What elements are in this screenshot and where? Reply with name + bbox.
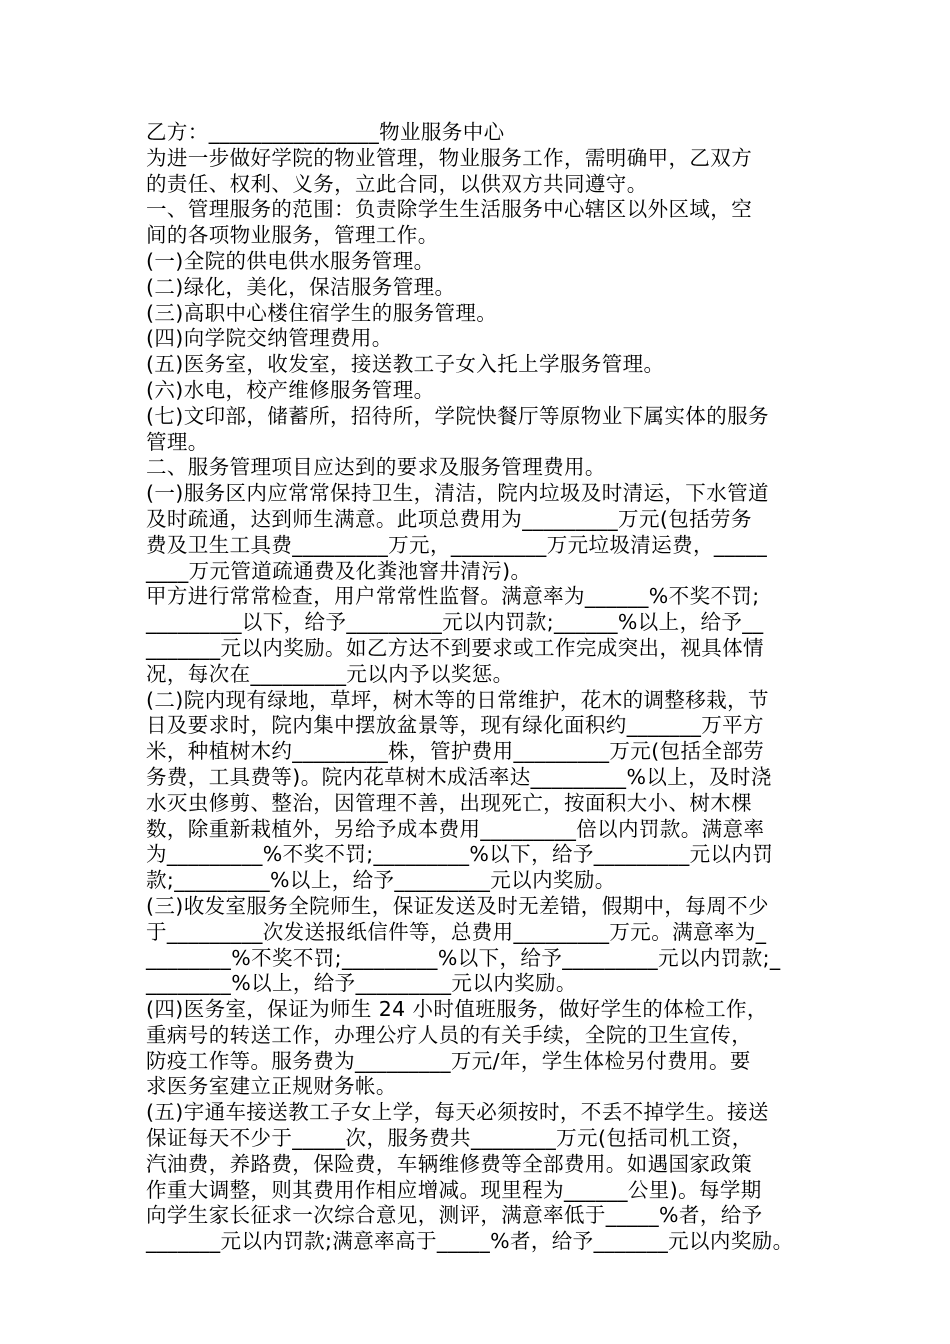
text-line: ________%不奖不罚;_________%以下，给予_________元以内罚款;_ [146, 945, 781, 970]
text-line: 保证每天不少于_____次，服务费共________万元(包括司机工资， [146, 1126, 753, 1151]
text-line: (三)高职中心楼住宿学生的服务管理。 [146, 300, 498, 325]
text-line: 费及卫生工具费_________万元，_________万元垃圾清运费，_____ [146, 532, 768, 557]
text-line: 二、服务管理项目应达到的要求及服务管理费用。 [146, 455, 606, 480]
text-line: 为进一步做好学院的物业管理，物业服务工作，需明确甲，乙双方 [146, 145, 753, 170]
text-line: (二)院内现有绿地，草坪，树木等的日常维护，花木的调整移栽，节 [146, 687, 769, 712]
text-line: 的责任、权利、义务，立此合同，以供双方共同遵守。 [146, 171, 648, 196]
text-line: 款;_________%以上，给予_________元以内奖励。 [146, 868, 616, 893]
text-line: 汽油费，养路费，保险费，车辆维修费等全部费用。如遇国家政策 [146, 1151, 753, 1176]
text-line: 防疫工作等。服务费为_________万元/年，学生体检另付费用。要 [146, 1048, 751, 1073]
document-page [146, 120, 836, 1255]
text-line: _______元以内罚款;满意率高于_____%者，给予_______元以内奖励。 [146, 1229, 794, 1254]
text-line: (六)水电，校产维修服务管理。 [146, 377, 435, 402]
text-line: (四)向学院交纳管理费用。 [146, 326, 393, 351]
text-line: 重病号的转送工作，办理公疗人员的有关手续，全院的卫生宣传， [146, 1022, 753, 1047]
text-line: _________以下，给予_________元以内罚款;______%以上，给予__ [146, 610, 764, 635]
text-line: 乙方：________________物业服务中心 [146, 120, 505, 144]
text-line: (一)服务区内应常常保持卫生，清洁，院内垃圾及时清运，下水管道 [146, 481, 769, 506]
text-line: 于_________次发送报纸信件等，总费用_________万元。满意率为_ [146, 919, 767, 944]
text-line: 数，除重新栽植外，另给予成本费用_________倍以内罚款。满意率 [146, 816, 765, 841]
text-line: (四)医务室，保证为师生 24 小时值班服务，做好学生的体检工作， [146, 997, 768, 1022]
text-line: (七)文印部，储蓄所，招待所，学院快餐厅等原物业下属实体的服务 [146, 403, 769, 428]
text-line: 甲方进行常常检查，用户常常性监督。满意率为______%不奖不罚; [146, 584, 760, 609]
text-line: (五)医务室，收发室，接送教工子女入托上学服务管理。 [146, 352, 665, 377]
text-line: 管理。 [146, 429, 209, 454]
text-line: 为_________%不奖不罚;_________%以下，给予_________元以内罚 [146, 842, 774, 867]
text-line: 一、管理服务的范围：负责除学生生活服务中心辖区以外区域，空 [146, 197, 753, 222]
text-line: 及时疏通，达到师生满意。此项总费用为_________万元(包括劳务 [146, 506, 752, 531]
text-line: 求医务室建立正规财务帐。 [146, 1074, 397, 1099]
text-line: 务费，工具费等)。院内花草树木成活率达_________%以上，及时浇 [146, 764, 772, 789]
text-line: ________%以上，给予_________元以内奖励。 [146, 971, 577, 996]
text-line: ____万元管道疏通费及化粪池窨井清污)。 [146, 558, 532, 583]
text-line: 况，每次在_________元以内予以奖惩。 [146, 661, 514, 686]
text-line: (三)收发室服务全院师生，保证发送及时无差错，假期中，每周不少 [146, 893, 769, 918]
text-line: 日及要求时，院内集中摆放盆景等，现有绿化面积约_______万平方 [146, 713, 764, 738]
text-line: 间的各项物业服务，管理工作。 [146, 223, 439, 248]
text-line: (一)全院的供电供水服务管理。 [146, 248, 435, 273]
text-line: 作重大调整，则其费用作相应增减。现里程为______公里)。每学期 [146, 1177, 762, 1202]
text-line: 向学生家长征求一次综合意见，测评，满意率低于_____%者，给予 [146, 1203, 763, 1228]
text-line: (二)绿化，美化，保洁服务管理。 [146, 274, 456, 299]
text-line: _______元以内奖励。如乙方达不到要求或工作完成突出，视具体情 [146, 635, 764, 660]
text-line: 水灭虫修剪、整治，因管理不善，出现死亡，按面积大小、树木棵 [146, 790, 753, 815]
text-line: 米，种植树木约_________株，管护费用_________万元(包括全部劳 [146, 739, 765, 764]
text-line: (五)宇通车接送教工子女上学，每天必须按时，不丢不掉学生。接送 [146, 1100, 769, 1125]
